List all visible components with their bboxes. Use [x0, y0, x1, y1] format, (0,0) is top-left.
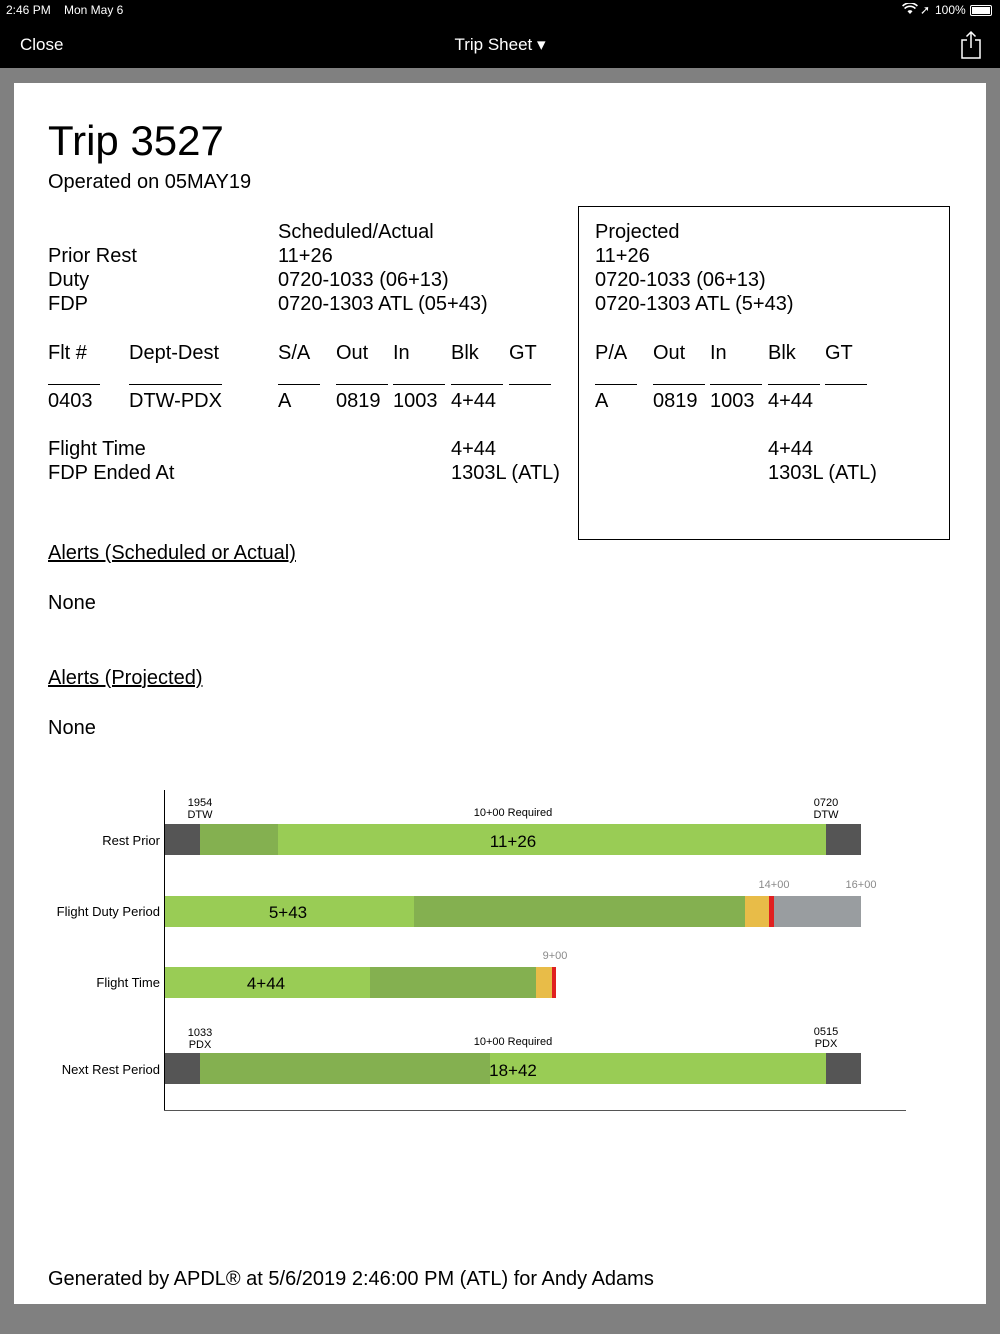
scheduled-actual-header: Scheduled/Actual — [278, 221, 434, 243]
sa-value: A — [278, 390, 292, 412]
projected-header: Projected — [595, 221, 680, 243]
operated-date: Operated on 05MAY19 — [48, 171, 252, 193]
next-rest-start-time: 1033 — [187, 1027, 213, 1039]
rest-prior-start-station: DTW — [187, 809, 213, 821]
battery-percent: 100% — [935, 3, 966, 17]
bar-next-rest-pre — [165, 1053, 200, 1084]
col-proj-blk: Blk — [768, 342, 796, 364]
row-label-next-rest-period: Next Rest Period — [61, 1062, 160, 1077]
alerts-sa-title: Alerts (Scheduled or Actual) — [48, 542, 296, 564]
battery-icon — [970, 5, 992, 16]
alerts-proj-title: Alerts (Projected) — [48, 667, 203, 689]
fdp-value: 5+43 — [268, 903, 308, 922]
next-rest-start-station: PDX — [188, 1039, 212, 1051]
proj-block-time: 4+44 — [768, 390, 814, 412]
flight-time-label: Flight Time — [48, 438, 146, 460]
next-rest-end-station: PDX — [814, 1038, 838, 1050]
col-proj-out: Out — [653, 342, 686, 364]
bar-flight-time-caution — [536, 967, 552, 998]
bar-flight-time-limit — [552, 967, 556, 998]
flight-time-marker: 9+00 — [542, 950, 568, 962]
prior-rest-label: Prior Rest — [48, 245, 137, 267]
proj-prior-rest: 11+26 — [595, 245, 650, 267]
col-proj-in: In — [710, 342, 727, 364]
col-gt: GT — [509, 342, 537, 364]
bar-fdp-remaining — [414, 896, 745, 927]
col-out: Out — [336, 342, 369, 364]
fdp-label: FDP — [48, 293, 88, 315]
status-time: 2:46 PM — [6, 3, 51, 17]
out-time: 0819 — [336, 390, 381, 412]
duty-label: Duty — [48, 269, 90, 291]
close-button[interactable]: Close — [20, 35, 64, 54]
col-in: In — [393, 342, 410, 364]
col-blk: Blk — [451, 342, 479, 364]
proj-in-time: 1003 — [710, 390, 755, 412]
location-arrow-icon: ➚ — [920, 3, 931, 17]
next-rest-end-time: 0515 — [813, 1026, 839, 1038]
bar-fdp-caution — [745, 896, 769, 927]
col-proj-gt: GT — [825, 342, 853, 364]
sa-flight-time: 4+44 — [451, 438, 497, 460]
alerts-proj-value: None — [48, 717, 96, 739]
bar-rest-prior-required-start — [200, 824, 278, 855]
sa-fdp-ended: 1303L (ATL) — [451, 462, 560, 484]
rest-prior-end-station: DTW — [813, 809, 839, 821]
sa-prior-rest: 11+26 — [278, 245, 333, 267]
row-label-flight-time: Flight Time — [96, 975, 160, 990]
row-label-flight-duty-period: Flight Duty Period — [56, 904, 160, 919]
proj-fdp: 0720-1303 ATL (5+43) — [595, 293, 794, 315]
trip-sheet — [14, 83, 986, 1304]
fdp-marker-max: 16+00 — [845, 879, 877, 891]
sa-fdp: 0720-1303 ATL (05+43) — [278, 293, 488, 315]
trip-title: Trip 3527 — [48, 117, 224, 164]
alerts-sa-value: None — [48, 592, 96, 614]
bar-rest-prior-post — [826, 824, 861, 855]
trip-sheet-dropdown[interactable]: Trip Sheet ▾ — [454, 35, 546, 54]
flight-time-value: 4+44 — [246, 974, 286, 993]
bar-rest-prior-main — [278, 824, 826, 855]
col-dept-dest: Dept-Dest — [129, 342, 220, 364]
sa-duty: 0720-1033 (06+13) — [278, 269, 449, 291]
proj-out-time: 0819 — [653, 390, 698, 412]
bar-fdp-limit — [769, 896, 774, 927]
rest-prior-required: 10+00 Required — [473, 807, 553, 819]
col-sa: S/A — [278, 342, 311, 364]
flight-number: 0403 — [48, 390, 93, 412]
status-date: Mon May 6 — [64, 3, 124, 17]
bar-next-rest-post — [826, 1053, 861, 1084]
proj-flight-time: 4+44 — [768, 438, 814, 460]
row-label-rest-prior: Rest Prior — [102, 833, 160, 848]
proj-fdp-ended: 1303L (ATL) — [768, 462, 877, 484]
bar-next-rest-required — [200, 1053, 490, 1084]
pa-value: A — [595, 390, 609, 412]
block-time: 4+44 — [451, 390, 497, 412]
rest-prior-start-time: 1954 — [187, 797, 213, 809]
fdp-ended-label: FDP Ended At — [48, 462, 175, 484]
col-pa: P/A — [595, 342, 628, 364]
footer-generated: Generated by APDL® at 5/6/2019 2:46:00 PM (ATL) for Andy Adams — [48, 1268, 654, 1290]
rest-prior-value: 11+26 — [489, 832, 537, 851]
bar-rest-prior-pre — [165, 824, 200, 855]
nav-bar — [0, 22, 1000, 68]
share-icon[interactable] — [960, 30, 982, 60]
proj-duty: 0720-1033 (06+13) — [595, 269, 766, 291]
col-flt: Flt # — [48, 342, 87, 364]
status-bar — [0, 0, 1000, 22]
wifi-icon — [902, 3, 918, 18]
in-time: 1003 — [393, 390, 438, 412]
duty-chart — [14, 83, 986, 1304]
bar-next-rest-main — [490, 1053, 826, 1084]
dept-dest: DTW-PDX — [129, 390, 222, 412]
rest-prior-end-time: 0720 — [813, 797, 839, 809]
next-rest-required: 10+00 Required — [473, 1036, 553, 1048]
fdp-marker-limit: 14+00 — [758, 879, 790, 891]
bar-flight-time-remaining — [370, 967, 536, 998]
bar-fdp-extension — [774, 896, 861, 927]
next-rest-value: 18+42 — [489, 1061, 537, 1080]
